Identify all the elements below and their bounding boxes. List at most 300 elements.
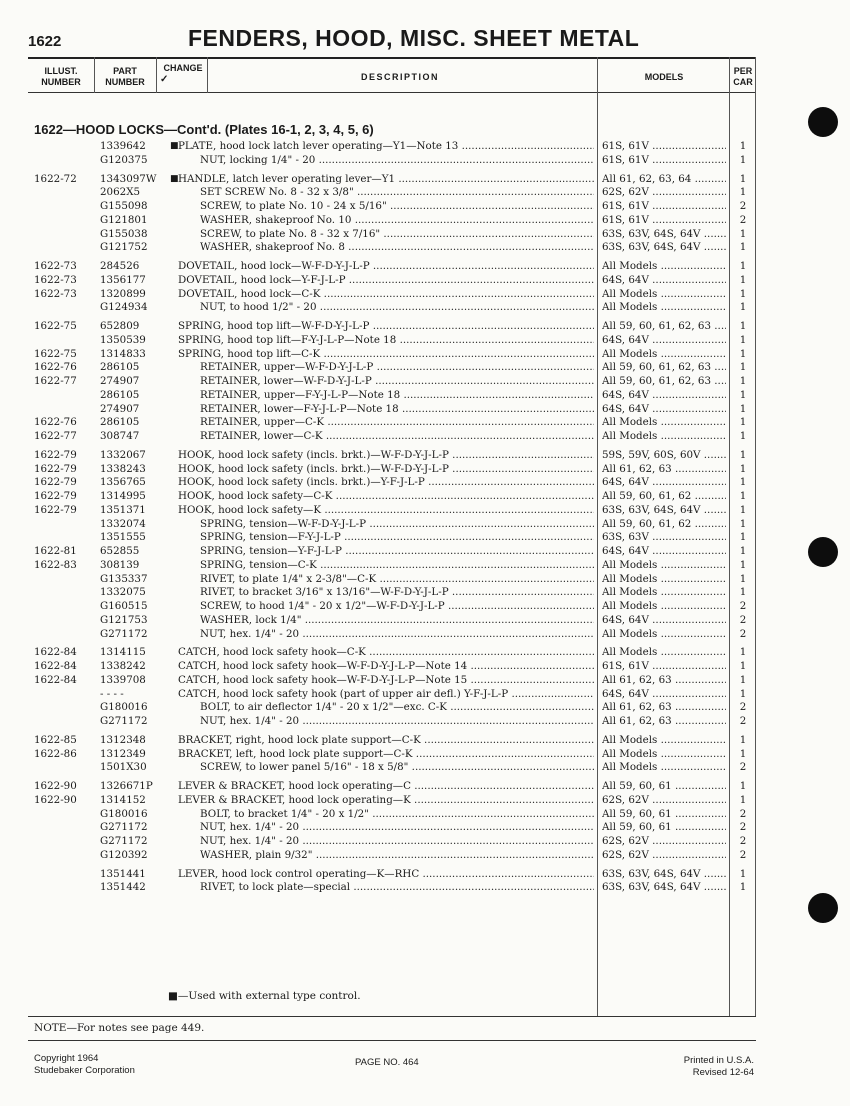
part-models: 63S, 63V, 64S, 64V ..... [602, 228, 726, 242]
per-car-qty: 2 [739, 715, 747, 727]
part-number: 1351371 [100, 503, 146, 516]
part-models: All 59, 60, 61 ..... [602, 808, 726, 822]
part-description: HOOK, hood lock safety—K ..... [178, 504, 594, 518]
part-row [0, 674, 760, 688]
per-car-qty: 2 [739, 821, 747, 834]
part-row [0, 348, 760, 362]
part-row [0, 600, 760, 614]
col-header-change [158, 63, 208, 85]
part-number: G155098 [100, 200, 148, 212]
per-car-qty: 1 [739, 361, 747, 374]
check-mark-icon: ✓ [160, 74, 169, 85]
part-number: 652809 [100, 320, 140, 332]
external-control-mark: ■ [170, 141, 179, 151]
part-number: G124934 [100, 301, 148, 314]
per-car-qty: 1 [739, 687, 747, 700]
part-description: SPRING, hood top lift—W-F-D-Y-J-L-P ..... [178, 320, 594, 334]
part-models: 64S, 64V ..... [602, 389, 726, 403]
illust-number: 1622-79 [34, 462, 77, 475]
part-row [0, 214, 760, 228]
col-header-illust-line1: ILLUST. [44, 66, 78, 76]
part-row [0, 260, 760, 274]
part-models: 63S, 63V ..... [602, 531, 726, 545]
col-header-part [96, 66, 154, 88]
part-models: 64S, 64V ..... [602, 688, 726, 702]
part-number: 286105 [100, 416, 140, 429]
per-car-qty: 1 [739, 347, 747, 360]
per-car-qty: 1 [739, 241, 747, 254]
part-models: 63S, 63V, 64S, 64V ..... [602, 504, 726, 518]
divider-change [207, 57, 208, 93]
per-car-qty: 1 [739, 320, 747, 332]
part-row [0, 808, 760, 822]
part-row [0, 320, 760, 334]
part-description: HOOK, hood lock safety (incls. brkt.)—W-F-D-Y-J-L-P ..... [178, 463, 594, 477]
part-description: LEVER, hood lock control operating—K—RHC ..... [178, 868, 594, 882]
part-models: 61S, 61V ..... [602, 214, 726, 228]
per-car-qty: 1 [739, 517, 747, 530]
part-description: RETAINER, lower—C-K ..... [200, 430, 594, 444]
illust-number: 1622-75 [34, 320, 77, 332]
per-car-qty: 2 [739, 848, 747, 861]
part-number: 274907 [100, 375, 140, 387]
part-row [0, 748, 760, 762]
part-models: All 59, 60, 61 ..... [602, 821, 726, 835]
header-rule-bottom [28, 92, 756, 93]
footer-page-no: PAGE NO. 464 [355, 1057, 419, 1068]
part-number: 308139 [100, 558, 140, 571]
part-description: WASHER, lock 1/4" ..... [200, 614, 594, 628]
part-number: 1314995 [100, 490, 146, 502]
illust-number: 1622-76 [34, 361, 77, 374]
part-description: RETAINER, lower—F-Y-J-L-P—Note 18 ..... [200, 403, 594, 417]
part-models: 64S, 64V ..... [602, 274, 726, 288]
part-row [0, 334, 760, 348]
part-row [0, 715, 760, 729]
col-header-illust [30, 66, 92, 88]
part-row [0, 761, 760, 775]
part-models: 61S, 61V ..... [602, 154, 726, 168]
per-car-qty: 2 [739, 627, 747, 640]
part-models: All Models ..... [602, 301, 726, 315]
part-models: All Models ..... [602, 734, 726, 748]
part-row [0, 881, 760, 895]
per-car-qty: 2 [739, 701, 747, 714]
part-number: 1314833 [100, 347, 146, 360]
illust-number: 1622-85 [34, 733, 77, 746]
illust-number: 1622-77 [34, 375, 77, 387]
part-description: SPRING, hood top lift—F-Y-J-L-P—Note 18 ..... [178, 334, 594, 348]
part-number: 1339642 [100, 140, 146, 152]
illust-number: 1622-81 [34, 545, 77, 557]
part-models: All Models ..... [602, 430, 726, 444]
part-models: 62S, 62V ..... [602, 835, 726, 849]
per-car-qty: 1 [739, 402, 747, 415]
per-car-qty: 1 [739, 301, 747, 314]
part-models: All 61, 62, 63 ..... [602, 674, 726, 688]
part-models: 64S, 64V ..... [602, 403, 726, 417]
per-car-qty: 1 [739, 490, 747, 502]
part-description: PLATE, hood lock latch lever operating—Y1—Note 13 ..... [178, 140, 594, 154]
part-description: RIVET, to lock plate—special ..... [200, 881, 594, 895]
footer-printed: Printed in U.S.A. [683, 1055, 754, 1066]
part-row [0, 780, 760, 794]
part-models: All 59, 60, 61, 62, 63 ..... [602, 375, 726, 389]
part-row [0, 504, 760, 518]
part-models: 63S, 63V, 64S, 64V ..... [602, 868, 726, 882]
part-models: 59S, 59V, 60S, 60V ..... [602, 449, 726, 463]
per-car-qty: 1 [739, 476, 747, 489]
illust-number: 1622-79 [34, 476, 77, 489]
part-models: All 59, 60, 61, 62 ..... [602, 518, 726, 532]
part-group [0, 173, 760, 256]
part-row [0, 660, 760, 674]
part-number: 1332075 [100, 586, 146, 599]
divider-part [156, 57, 157, 93]
part-description: NUT, hex. 1/4" - 20 ..... [200, 821, 594, 835]
per-car-qty: 1 [739, 227, 747, 240]
part-row [0, 849, 760, 863]
col-header-description: DESCRIPTION [360, 72, 439, 82]
part-description: RIVET, to bracket 3/16" x 13/16"—W-F-D-Y-J-L-P ..... [200, 586, 594, 600]
illust-number: 1622-73 [34, 287, 77, 300]
part-models: 61S, 61V ..... [602, 200, 726, 214]
part-description: WASHER, plain 9/32" ..... [200, 849, 594, 863]
part-number: 1356177 [100, 273, 146, 286]
part-description: SCREW, to hood 1/4" - 20 x 1/2"—W-F-D-Y-J-L-P ..... [200, 600, 594, 614]
page-title: FENDERS, HOOD, MISC. SHEET METAL [188, 25, 640, 51]
part-models: All Models ..... [602, 628, 726, 642]
footer-copyright: Copyright 1964 [34, 1053, 99, 1064]
part-models: All 61, 62, 63 ..... [602, 463, 726, 477]
part-group [0, 646, 760, 729]
col-header-part-line1: PART [113, 66, 137, 76]
part-number: 286105 [100, 361, 140, 374]
part-models: All 59, 60, 61, 62, 63 ..... [602, 361, 726, 375]
part-row [0, 173, 760, 187]
part-description: SPRING, tension—C-K ..... [200, 559, 594, 573]
part-row [0, 186, 760, 200]
part-row [0, 559, 760, 573]
part-description: BRACKET, left, hood lock plate support—C-K ..... [178, 748, 594, 762]
part-description: RETAINER, lower—W-F-D-Y-J-L-P ..... [200, 375, 594, 389]
part-description: SPRING, tension—Y-F-J-L-P ..... [200, 545, 594, 559]
part-description: WASHER, shakeproof No. 10 ..... [200, 214, 594, 228]
part-row [0, 545, 760, 559]
part-description: NUT, to hood 1/2" - 20 ..... [200, 301, 594, 315]
col-header-illust-line2: NUMBER [41, 77, 81, 87]
divider-illust [94, 57, 95, 93]
part-row [0, 274, 760, 288]
part-models: 61S, 61V ..... [602, 140, 726, 154]
part-row [0, 734, 760, 748]
part-number: G271172 [100, 715, 148, 727]
part-row [0, 361, 760, 375]
per-car-qty: 1 [739, 140, 747, 152]
binder-hole-2 [808, 537, 838, 567]
part-number: 1350539 [100, 333, 146, 346]
part-description: HOOK, hood lock safety (incls. brkt.)—W-F-D-Y-J-L-P ..... [178, 449, 594, 463]
col-header-per-car [730, 66, 756, 88]
part-row [0, 228, 760, 242]
part-models: 62S, 62V ..... [602, 849, 726, 863]
part-models: All Models ..... [602, 761, 726, 775]
per-car-qty: 1 [739, 733, 747, 746]
part-description: CATCH, hood lock safety hook (part of upper air defl.) Y-F-J-L-P ..... [178, 688, 594, 702]
part-row [0, 301, 760, 315]
part-models: 61S, 61V ..... [602, 660, 726, 674]
illust-number: 1622-72 [34, 172, 77, 185]
note: NOTE—For notes see page 449. [34, 1022, 205, 1034]
part-number: 286105 [100, 388, 140, 401]
per-car-qty: 1 [739, 572, 747, 585]
part-row [0, 476, 760, 490]
part-models: 63S, 63V, 64S, 64V ..... [602, 241, 726, 255]
per-car-qty: 1 [739, 531, 747, 544]
part-description: NUT, hex. 1/4" - 20 ..... [200, 715, 594, 729]
per-car-qty: 2 [739, 761, 747, 774]
per-car-qty: 1 [739, 881, 747, 894]
per-car-qty: 1 [739, 545, 747, 557]
part-models: 64S, 64V ..... [602, 545, 726, 559]
part-row [0, 449, 760, 463]
part-models: All Models ..... [602, 573, 726, 587]
footnote: ■—Used with external type control. [168, 990, 361, 1002]
part-description: SPRING, hood top lift—C-K ..... [178, 348, 594, 362]
part-row [0, 646, 760, 660]
part-description: BRACKET, right, hood lock plate support—C-K ..... [178, 734, 594, 748]
part-description: BOLT, to bracket 1/4" - 20 x 1/2" ..... [200, 808, 594, 822]
col-header-change-label: CHANGE [163, 63, 203, 73]
part-description: LEVER & BRACKET, hood lock operating—K ..... [178, 794, 594, 808]
illust-number: 1622-73 [34, 260, 77, 272]
part-number: G155038 [100, 227, 148, 240]
part-number: 1339708 [100, 673, 146, 686]
part-description: NUT, locking 1/4" - 20 ..... [200, 154, 594, 168]
per-car-qty: 2 [739, 213, 747, 226]
part-row [0, 241, 760, 255]
illust-number: 1622-75 [34, 347, 77, 360]
illust-number: 1622-83 [34, 558, 77, 571]
part-number: G271172 [100, 821, 148, 834]
illust-number: 1622-79 [34, 503, 77, 516]
illust-number: 1622-79 [34, 448, 77, 461]
part-description: SCREW, to plate No. 10 - 24 x 5/16" ..... [200, 200, 594, 214]
part-models: All 61, 62, 63, 64 ..... [602, 173, 726, 187]
part-models: 64S, 64V ..... [602, 334, 726, 348]
part-number: G121801 [100, 213, 148, 226]
part-description: CATCH, hood lock safety hook—W-F-D-Y-J-L-P—Note 14 ..... [178, 660, 594, 674]
part-number: 652855 [100, 545, 140, 557]
part-group [0, 449, 760, 642]
footer-rule [28, 1040, 756, 1041]
part-row [0, 518, 760, 532]
part-number: G180016 [100, 701, 148, 714]
per-car-qty: 1 [739, 558, 747, 571]
part-description: DOVETAIL, hood lock—Y-F-J-L-P ..... [178, 274, 594, 288]
part-row [0, 375, 760, 389]
part-row [0, 628, 760, 642]
per-car-qty: 1 [739, 375, 747, 387]
binder-hole-3 [808, 893, 838, 923]
part-number: 1338243 [100, 462, 146, 475]
part-number: 308747 [100, 430, 140, 442]
part-description: RETAINER, upper—W-F-D-Y-J-L-P ..... [200, 361, 594, 375]
part-description: DOVETAIL, hood lock—C-K ..... [178, 288, 594, 302]
part-row [0, 463, 760, 477]
part-description: DOVETAIL, hood lock—W-F-D-Y-J-L-P ..... [178, 260, 594, 274]
part-description: RETAINER, upper—F-Y-J-L-P—Note 18 ..... [200, 389, 594, 403]
parts-list [0, 140, 760, 900]
illust-number: 1622-84 [34, 673, 77, 686]
part-row [0, 389, 760, 403]
per-car-qty: 1 [739, 172, 747, 185]
part-row [0, 821, 760, 835]
part-models: All Models ..... [602, 260, 726, 274]
part-row [0, 868, 760, 882]
part-row [0, 288, 760, 302]
part-number: 274907 [100, 402, 140, 415]
footer-left [34, 1053, 135, 1077]
part-description: SET SCREW No. 8 - 32 x 3/8" ..... [200, 186, 594, 200]
illust-number: 1622-73 [34, 273, 77, 286]
part-description: SPRING, tension—F-Y-J-L-P ..... [200, 531, 594, 545]
per-car-qty: 1 [739, 646, 747, 659]
part-number: 284526 [100, 260, 140, 272]
part-row [0, 573, 760, 587]
part-number: G121753 [100, 613, 148, 626]
part-description: WASHER, shakeproof No. 8 ..... [200, 241, 594, 255]
part-number: G121752 [100, 241, 148, 254]
col-header-models: MODELS [644, 72, 684, 82]
part-models: 62S, 62V ..... [602, 186, 726, 200]
per-car-qty: 1 [739, 503, 747, 516]
part-models: 62S, 62V ..... [602, 794, 726, 808]
per-car-qty: 1 [739, 186, 747, 199]
part-group [0, 780, 760, 863]
part-group [0, 260, 760, 315]
part-number: 1351555 [100, 531, 146, 544]
part-description: RIVET, to plate 1/4" x 2-3/8"—C-K ..... [200, 573, 594, 587]
note-rule [28, 1016, 756, 1017]
part-number: 1332074 [100, 517, 146, 530]
per-car-qty: 1 [739, 333, 747, 346]
part-number: - - - - [100, 687, 124, 700]
part-description: RETAINER, upper—C-K ..... [200, 416, 594, 430]
part-row [0, 835, 760, 849]
part-number: 2062X5 [100, 186, 141, 199]
per-car-qty: 1 [739, 430, 747, 442]
illust-number: 1622-84 [34, 646, 77, 659]
per-car-qty: 1 [739, 747, 747, 760]
part-number: 1351441 [100, 867, 146, 880]
part-row [0, 430, 760, 444]
footer-company: Studebaker Corporation [34, 1065, 135, 1076]
part-group [0, 320, 760, 444]
part-description: SCREW, to lower panel 5/16" - 18 x 5/8" ..... [200, 761, 594, 775]
part-description: LEVER & BRACKET, hood lock operating—C ..... [178, 780, 594, 794]
part-description: NUT, hex. 1/4" - 20 ..... [200, 835, 594, 849]
part-row [0, 416, 760, 430]
col-header-per-car-line2: CAR [733, 77, 753, 87]
part-row [0, 586, 760, 600]
part-models: All Models ..... [602, 748, 726, 762]
footer-revised: Revised 12-64 [692, 1067, 754, 1078]
part-row [0, 531, 760, 545]
per-car-qty: 2 [739, 613, 747, 626]
part-number: G160515 [100, 600, 148, 612]
part-description: CATCH, hood lock safety hook—C-K ..... [178, 646, 594, 660]
part-row [0, 140, 760, 154]
external-control-mark: ■ [170, 173, 179, 184]
part-row [0, 490, 760, 504]
per-car-qty: 1 [739, 153, 747, 166]
part-number: G271172 [100, 835, 148, 847]
col-header-part-line2: NUMBER [105, 77, 145, 87]
part-models: All Models ..... [602, 288, 726, 302]
part-number: 1501X30 [100, 761, 147, 774]
illust-number: 1622-76 [34, 416, 77, 429]
part-number: 1326671P [100, 780, 153, 792]
part-number: 1314152 [100, 793, 146, 806]
part-models: 64S, 64V ..... [602, 476, 726, 490]
part-description: NUT, hex. 1/4" - 20 ..... [200, 628, 594, 642]
part-models: All Models ..... [602, 416, 726, 430]
illust-number: 1622-79 [34, 490, 77, 502]
part-number: 1343097W [100, 172, 157, 185]
part-row [0, 200, 760, 214]
part-number: 1314115 [100, 646, 146, 659]
part-models: All 61, 62, 63 ..... [602, 701, 726, 715]
part-description: HOOK, hood lock safety—C-K ..... [178, 490, 594, 504]
part-description: HANDLE, latch lever operating lever—Y1 ..... [178, 173, 594, 187]
part-group [0, 140, 760, 168]
footer-right [640, 1055, 754, 1079]
part-number: 1356765 [100, 476, 146, 489]
part-number: G135337 [100, 572, 148, 585]
part-number: 1332067 [100, 448, 146, 461]
part-models: All Models ..... [602, 646, 726, 660]
per-car-qty: 1 [739, 586, 747, 599]
col-header-per-car-line1: PER [733, 66, 753, 76]
part-number: G180016 [100, 807, 148, 820]
part-models: 64S, 64V ..... [602, 614, 726, 628]
part-number: G120392 [100, 848, 148, 861]
part-group [0, 734, 760, 775]
part-models: All 61, 62, 63 ..... [602, 715, 726, 729]
part-row [0, 614, 760, 628]
part-description: SPRING, tension—W-F-D-Y-J-L-P ..... [200, 518, 594, 532]
part-models: All Models ..... [602, 348, 726, 362]
per-car-qty: 1 [739, 462, 747, 475]
part-models: All 59, 60, 61 ..... [602, 780, 726, 794]
part-number: 1351442 [100, 881, 146, 894]
illust-number: 1622-90 [34, 793, 77, 806]
part-models: All 59, 60, 61, 62 ..... [602, 490, 726, 504]
per-car-qty: 1 [739, 780, 747, 792]
per-car-qty: 1 [739, 793, 747, 806]
part-row [0, 154, 760, 168]
section-heading: 1622—HOOD LOCKS—Cont'd. (Plates 16-1, 2, 3, 4, 5, 6) [34, 122, 374, 137]
part-models: All Models ..... [602, 600, 726, 614]
per-car-qty: 1 [739, 673, 747, 686]
part-description: HOOK, hood lock safety (incls. brkt.)—Y-F-J-L-P ..... [178, 476, 594, 490]
part-row [0, 688, 760, 702]
part-models: All 59, 60, 61, 62, 63 ..... [602, 320, 726, 334]
illust-number: 1622-90 [34, 780, 77, 792]
part-number: G271172 [100, 627, 148, 640]
binder-hole-1 [808, 107, 838, 137]
